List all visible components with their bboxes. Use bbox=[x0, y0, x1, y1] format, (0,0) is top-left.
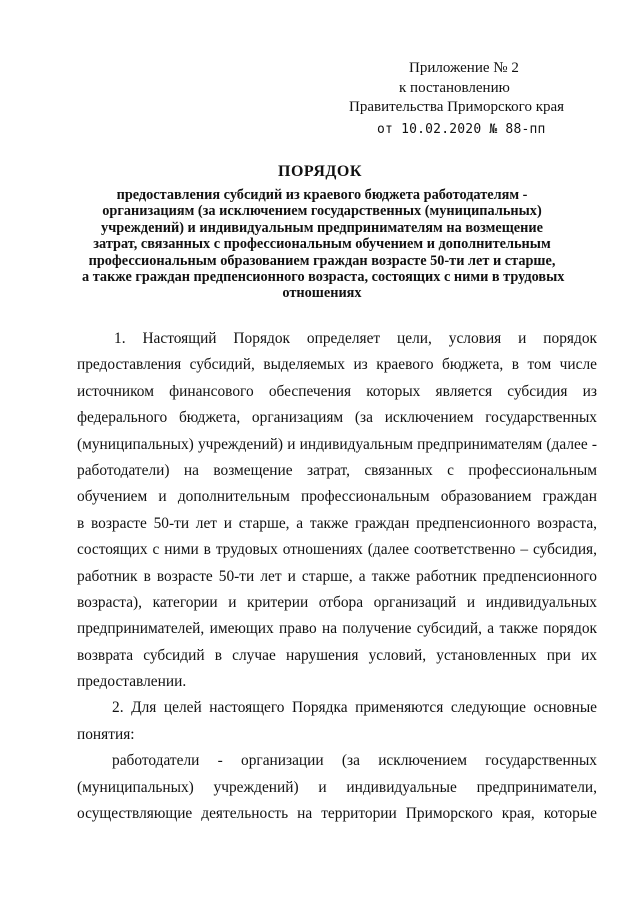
paragraph-1-line: 1. Настоящий Порядок определяет цели, условия и порядок bbox=[114, 330, 597, 347]
paragraph-2-line: 2. Для целей настоящего Порядка применяются следующие основные bbox=[112, 699, 597, 717]
paragraph-2-line: понятия: bbox=[77, 725, 135, 743]
paragraph-1-line: источником финансового обеспечения которых является субсидия из bbox=[77, 382, 597, 400]
document-body bbox=[77, 326, 597, 827]
subtitle-line: отношениях bbox=[282, 285, 362, 302]
paragraph-1-line: в возрасте 50-ти лет и старше, а также граждан предпенсионного возраста, bbox=[77, 514, 597, 532]
paragraph-1-line: работодатели) на возмещение затрат, связанных с профессиональным bbox=[77, 461, 597, 479]
paragraph-1-line: предпринимателей, имеющих право на получение субсидий, а также порядок bbox=[77, 620, 597, 638]
paragraph-1-line: федерального бюджета, организациям (за исключением государственных bbox=[77, 409, 597, 427]
subtitle-line: учреждений) и индивидуальным предпринимателям на возмещение bbox=[101, 219, 543, 236]
paragraph-3-line: работодатели - организации (за исключением государственных bbox=[112, 752, 597, 770]
document-title: ПОРЯДОК bbox=[278, 163, 362, 180]
appendix-issuer: Правительства Приморского края bbox=[349, 99, 565, 115]
paragraph-1-line: состоящих с ними в трудовых отношениях (далее соответственно – субсидия, bbox=[77, 541, 597, 559]
paragraph-1-line: (муниципальных) учреждений) и индивидуальным предпринимателям (далее - bbox=[77, 435, 597, 453]
subtitle-line: а также граждан предпенсионного возраста, состоящих с ними в трудовых bbox=[82, 269, 565, 286]
paragraph-1-line: предоставлении. bbox=[77, 673, 187, 691]
subtitle-line: затрат, связанных с профессиональным обучением и дополнительным bbox=[93, 236, 551, 253]
subtitle-line: предоставления субсидий из краевого бюджета работодателям - bbox=[116, 187, 528, 203]
paragraph-1-line: предоставления субсидий, выделяемых из краевого бюджета, в том числе bbox=[77, 356, 597, 374]
subtitle-line: профессиональным образованием граждан возрасте 50-ти лет и старше, bbox=[88, 252, 556, 269]
subtitle-line: организациям (за исключением государственных (муниципальных) bbox=[102, 203, 542, 220]
paragraph-3-line: осуществляющие деятельность на территории Приморского края, которые bbox=[77, 805, 597, 823]
appendix-number: Приложение № 2 bbox=[409, 60, 519, 76]
paragraph-1-line: работник в возрасте 50-ти лет и старше, а также работник предпенсионного bbox=[77, 567, 597, 585]
paragraph-3-line: (муниципальных) учреждений) и индивидуальные предприниматели, bbox=[77, 778, 597, 796]
paragraph-1-line: обучением и дополнительным профессиональным образованием граждан bbox=[77, 488, 597, 506]
document-subtitle bbox=[82, 187, 565, 302]
appendix-header bbox=[343, 58, 603, 140]
appendix-to-resolution: к постановлению bbox=[399, 80, 510, 96]
paragraph-1-line: возраста), категории и критерии отбора организаций и индивидуальных bbox=[77, 593, 597, 611]
paragraph-1-line: возврата субсидий в случае нарушения условий, установленных при их bbox=[77, 646, 597, 664]
appendix-date-number: от 10.02.2020 № 88-пп bbox=[377, 122, 546, 137]
